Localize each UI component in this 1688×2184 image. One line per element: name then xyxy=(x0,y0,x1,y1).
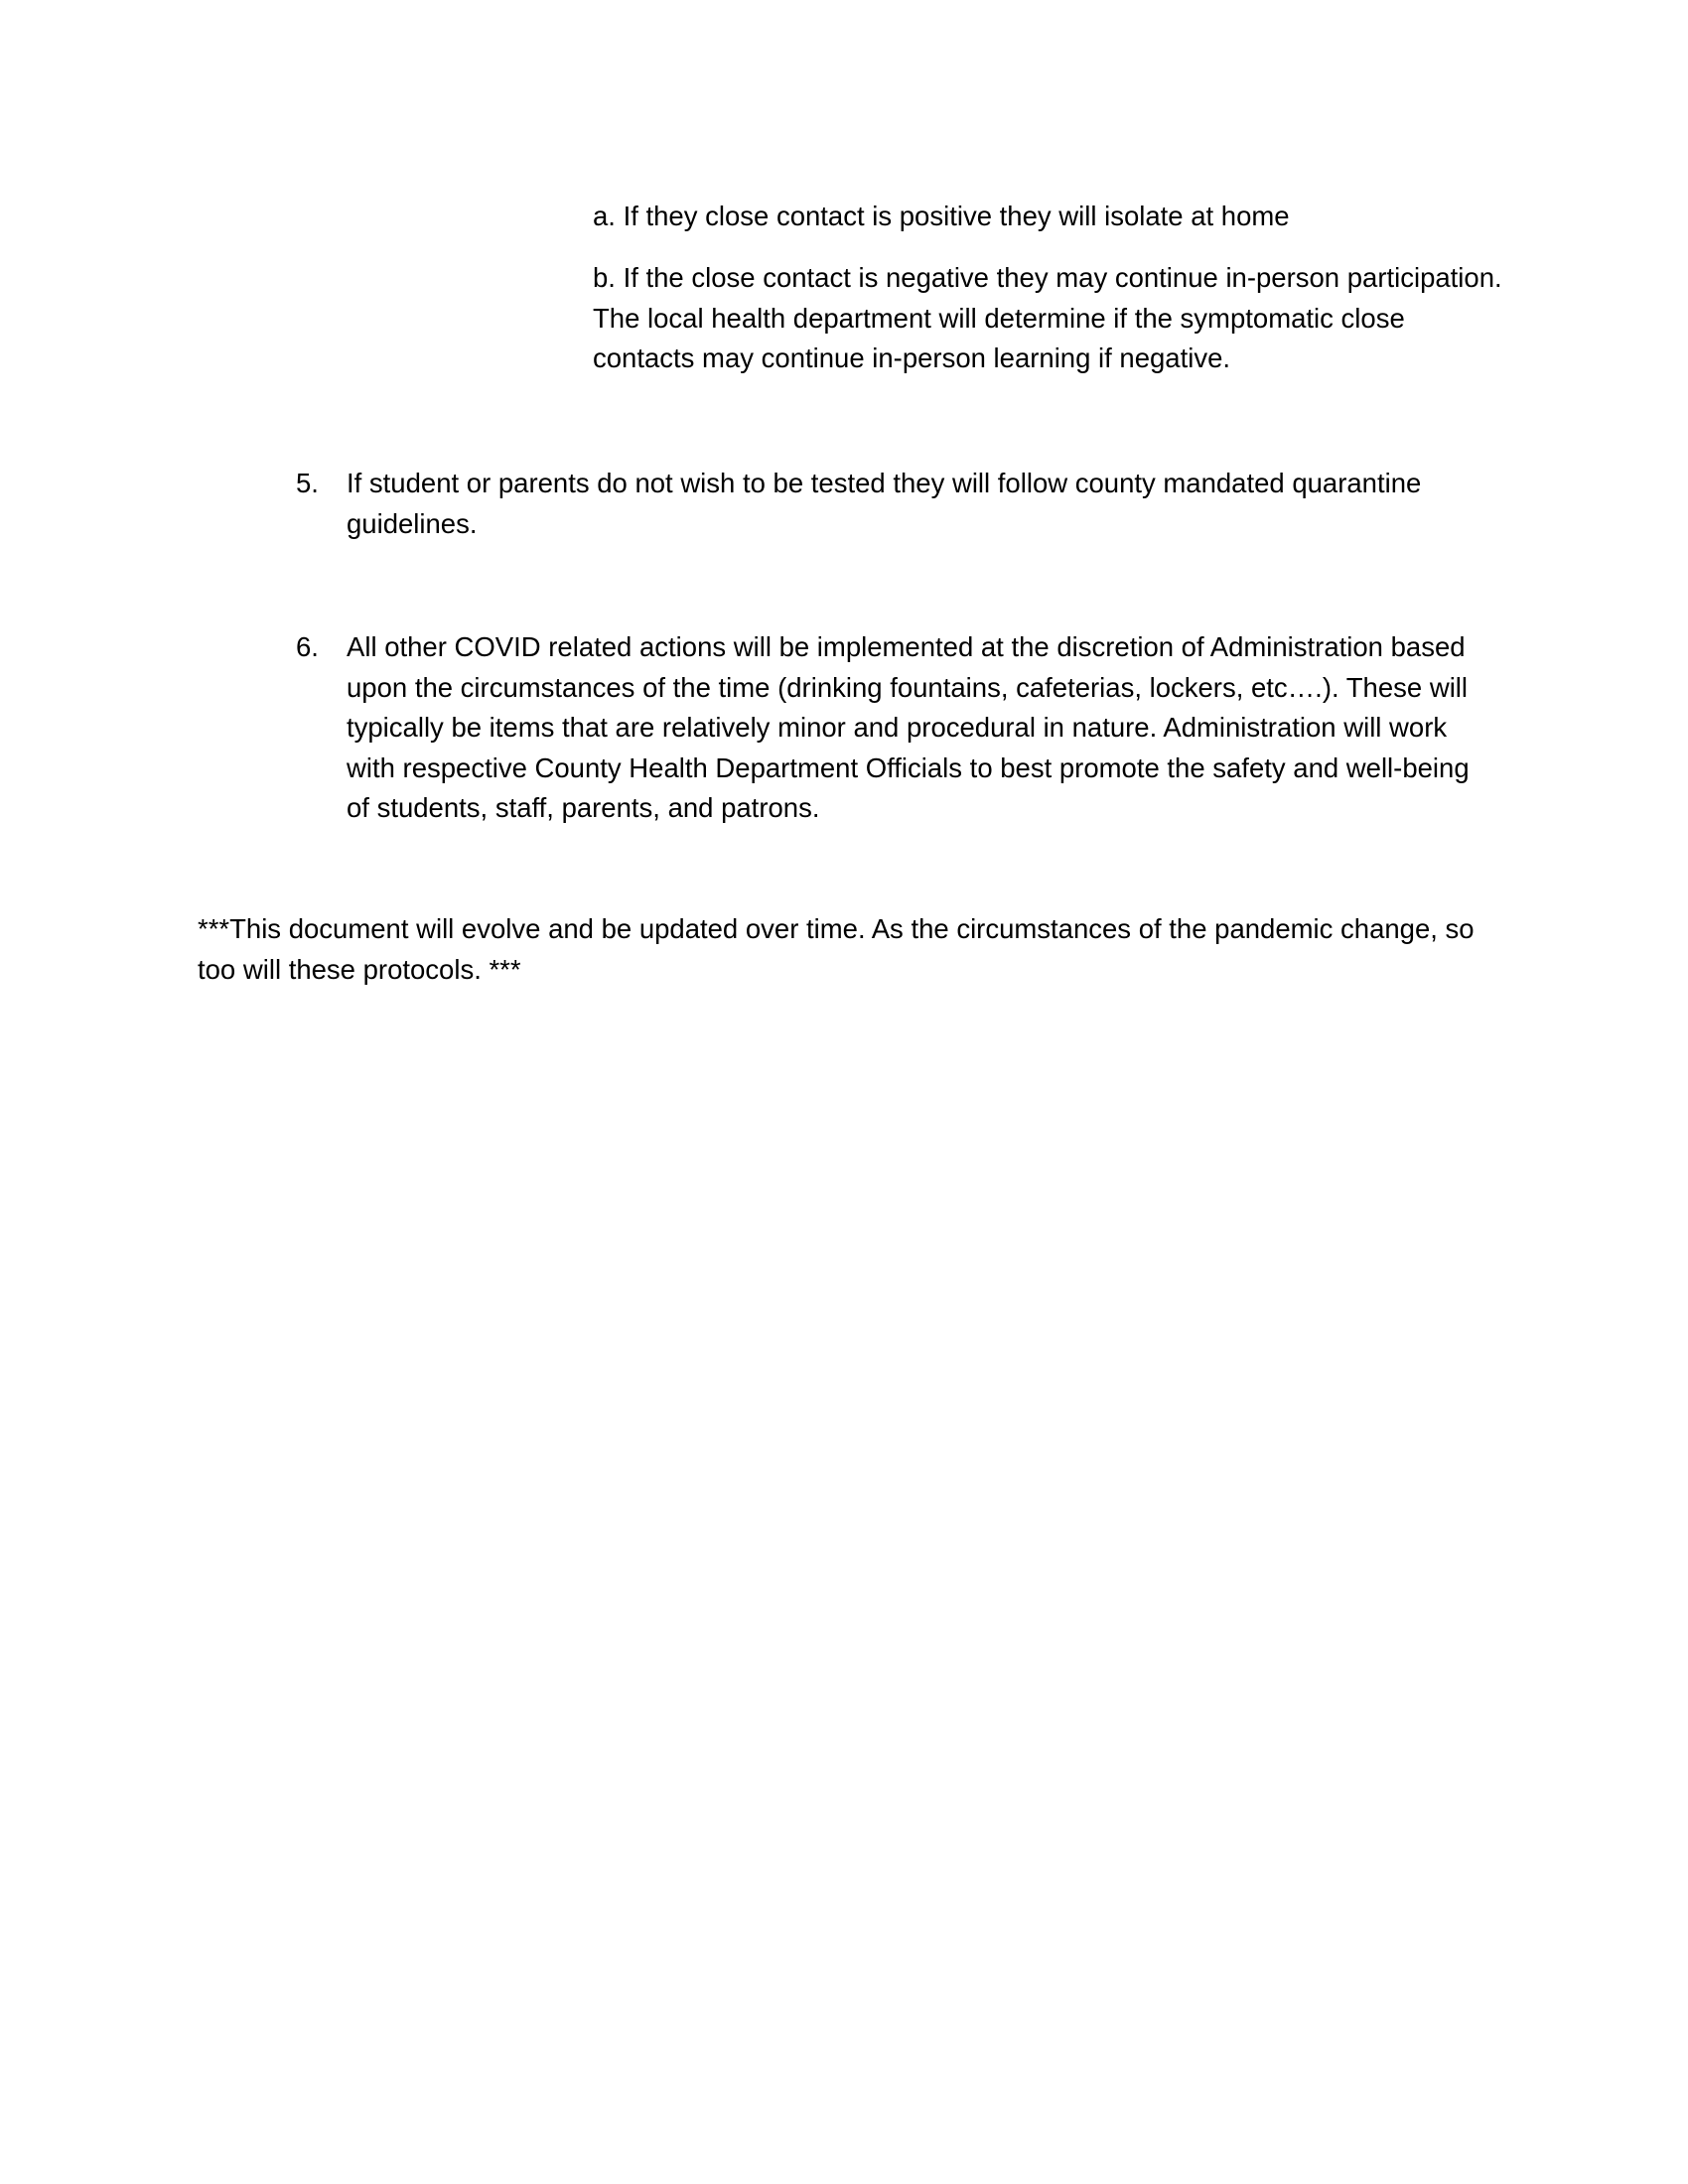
sub-item-a: a. If they close contact is positive they will isolate at home xyxy=(593,201,1290,231)
item-text: If student or parents do not wish to be tested they will follow county mandated quarantine guidelines. xyxy=(347,468,1422,539)
sub-item-b: b. If the close contact is negative they may continue in-person participation. The local health department will determine if the symptomatic close contacts may continue in-person learning if negative. xyxy=(593,262,1502,373)
item-number: 5. xyxy=(296,468,319,498)
item-text: All other COVID related actions will be implemented at the discretion of Administration based upon the circumstances of the time (drinking fountains, cafeterias, lockers, etc….). These will typically be items that are relatively minor and procedural in nature. Administration will work with respective County Health Department Officials to best promote the safety and well-being of students, staff, parents, and patrons. xyxy=(347,631,1470,823)
item-number: 6. xyxy=(296,631,319,662)
closing-note: ***This document will evolve and be updated over time. As the circumstances of the pandemic change, so too will these protocols. *** xyxy=(198,913,1475,985)
